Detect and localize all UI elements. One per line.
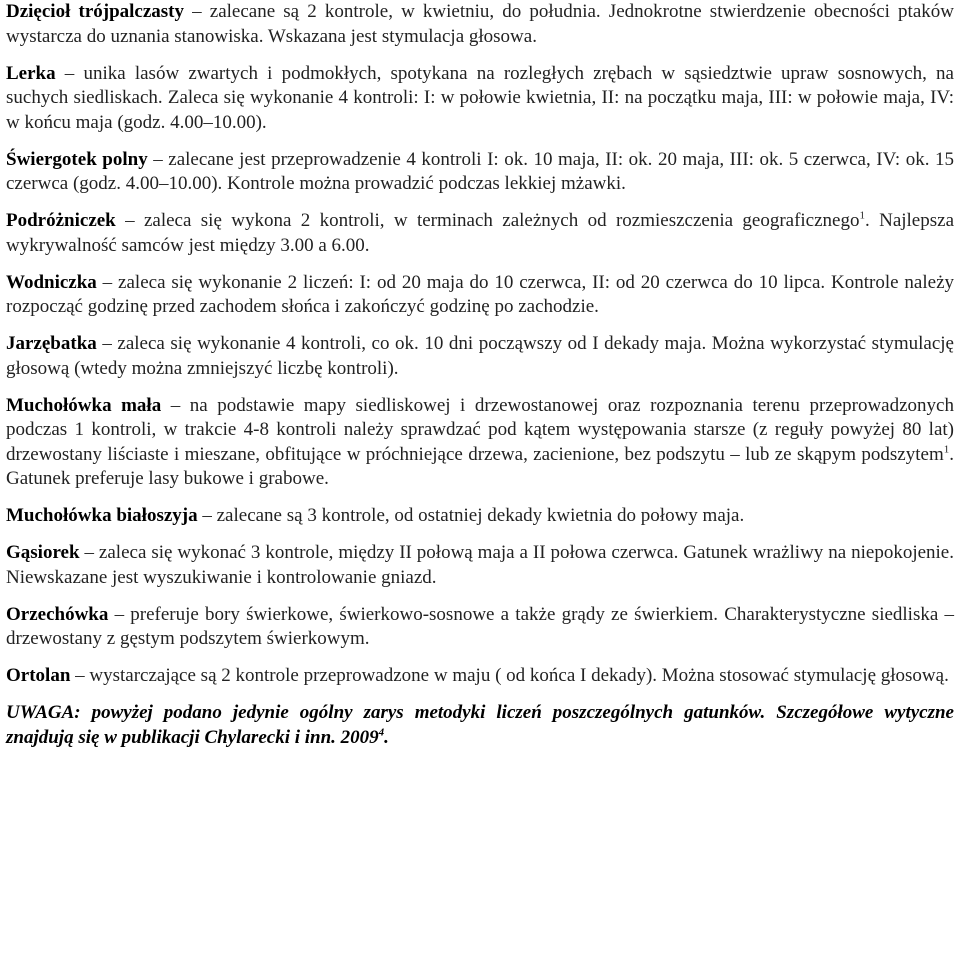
species-paragraph [6, 148, 954, 197]
species-description-continued: . Gatunek preferuje lasy bukowe i grabowe. [6, 443, 954, 489]
species-description-continued: . Najlepsza wykrywalność samców jest między 3.00 a 6.00. [6, 210, 954, 256]
footnote-marker[interactable]: 1 [859, 209, 865, 222]
species-paragraph [6, 504, 954, 529]
species-description: – unika lasów zwartych i podmokłych, spotykana na rozległych zrębach w sąsiedztwie upraw sosnowych, na suchych siedliskach. Zaleca się wykonanie 4 kontroli: I: w połowie kwietnia, II: na początku maja, III: w połowie maja, IV: w końcu maja (godz. 4.00–10.00). [6, 62, 954, 133]
species-paragraph [6, 394, 954, 492]
species-description: – wystarczające są 2 kontrole przeprowadzone w maju ( od końca I dekady). Można stosować stymulację głosową. [70, 665, 949, 686]
species-name: Gąsiorek [6, 542, 80, 563]
species-description: – na podstawie mapy siedliskowej i drzewostanowej oraz rozpoznania terenu przeprowadzonych podczas 1 kontroli, w trakcie 4-8 kontroli należy sprawdzać pod kątem występowania starsze (z reguły powyżej 80 lat) drzewostany liściaste i mieszane, obfitujące w próchniejące drzewa, zacienione, bez podszytu – lub ze skąpym podszytem [6, 394, 954, 465]
species-paragraph [6, 603, 954, 652]
species-paragraph [6, 0, 954, 49]
species-paragraph [6, 664, 954, 689]
species-description: – zaleca się wykona 2 kontroli, w terminach zależnych od rozmieszczenia geograficznego [115, 210, 860, 231]
species-name: Orzechówka [6, 603, 109, 625]
species-paragraph [6, 332, 954, 381]
species-paragraph [6, 209, 954, 258]
species-paragraph [6, 541, 954, 590]
species-paragraph [6, 62, 954, 136]
species-description: – preferuje bory świerkowe, świerkowo-sosnowe a także grądy ze świerkiem. Charakterystyczne siedliska – drzewostany z gęstym podszytem świerkowym. [6, 603, 954, 649]
species-name: Dzięcioł trójpalczasty [6, 1, 185, 22]
species-name: Muchołówka mała [6, 394, 162, 416]
note-paragraph [6, 701, 954, 750]
document-page [6, 0, 954, 763]
species-name: Jarzębatka [6, 333, 97, 354]
footnote-marker[interactable]: 4 [378, 726, 385, 739]
note-text: UWAGA: powyżej podano jedynie ogólny zarys metodyki liczeń poszczególnych gatunków. Szczegółowe wytyczne znajdują się w publikacji Chylarecki i inn. 2009 [6, 702, 954, 748]
species-description: – zalecane jest przeprowadzenie 4 kontroli I: ok. 10 maja, II: ok. 20 maja, III: ok. 5 czerwca, IV: ok. 15 czerwca (godz. 4.00–10.00). Kontrole można prowadzić podczas lekkiej mżawki. [6, 148, 954, 194]
species-description: – zaleca się wykonanie 2 liczeń: I: od 20 maja do 10 czerwca, II: od 20 czerwca do 10 lipca. Kontrole należy rozpocząć godzinę przed zachodem słońca i zakończyć godzinę po zachodzie. [6, 271, 954, 317]
species-name: Ortolan [6, 665, 71, 686]
species-paragraph [6, 271, 954, 320]
species-description: – zalecane są 3 kontrole, od ostatniej dekady kwietnia do połowy maja. [197, 505, 745, 526]
note-text-end: . [384, 726, 389, 748]
species-name: Podróżniczek [6, 210, 116, 231]
species-description: – zaleca się wykonanie 4 kontroli, co ok. 10 dni począwszy od I dekady maja. Można wykorzystać stymulację głosową (wtedy można zmniejszyć liczbę kontroli). [6, 333, 954, 379]
species-name: Wodniczka [6, 271, 97, 293]
species-description: – zaleca się wykonać 3 kontrole, między II połową maja a II połowa czerwca. Gatunek wrażliwy na niepokojenie. Niewskazane jest wyszukiwanie i kontrolowanie gniazd. [6, 542, 954, 588]
species-name: Lerka [6, 62, 56, 84]
species-name: Muchołówka białoszyja [6, 505, 198, 526]
species-name: Świergotek polny [6, 148, 148, 170]
footnote-marker[interactable]: 1 [943, 443, 950, 456]
species-description: – zalecane są 2 kontrole, w kwietniu, do południa. Jednokrotne stwierdzenie obecności ptaków wystarcza do uznania stanowiska. Wskazana jest stymulacja głosowa. [6, 1, 954, 47]
